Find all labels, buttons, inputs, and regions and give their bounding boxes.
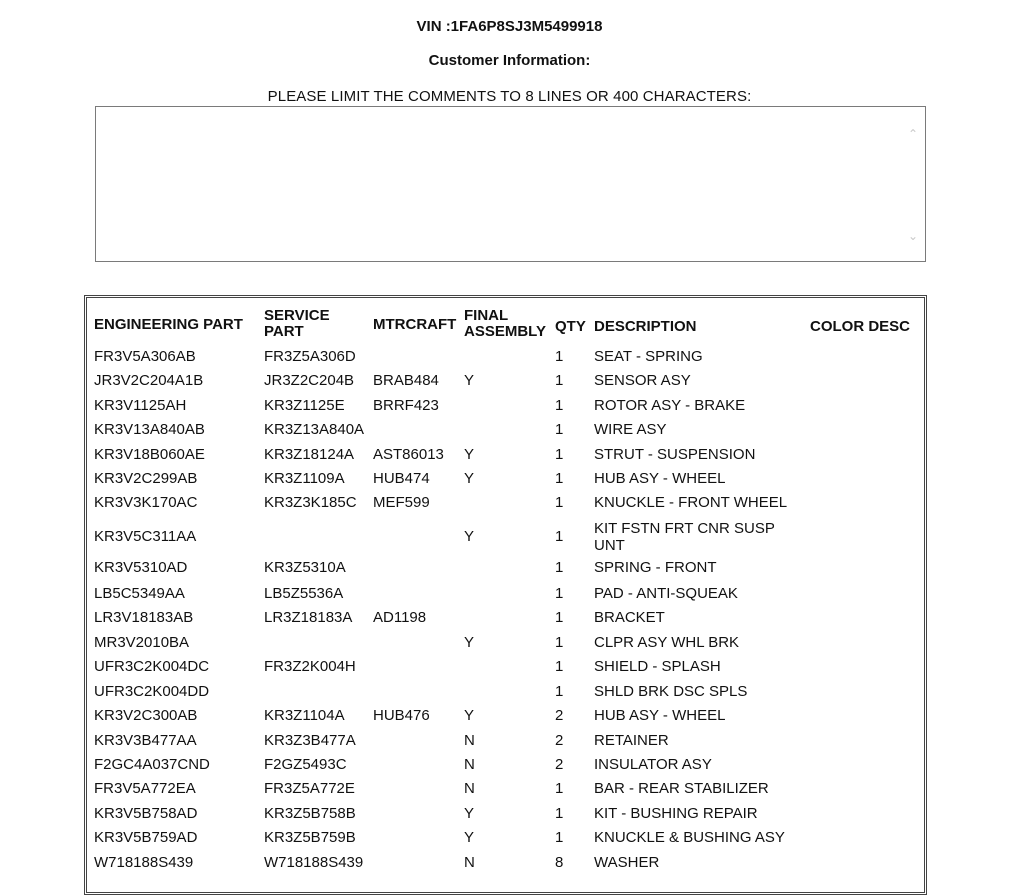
header-service-part-line2: PART bbox=[264, 323, 304, 340]
cell-mtrcraft: AST86013 bbox=[373, 446, 444, 463]
table-row bbox=[87, 559, 930, 583]
header-final-assembly-line2: ASSEMBLY bbox=[464, 323, 546, 340]
cell-qty: 1 bbox=[555, 372, 564, 389]
cell-engineering-part: JR3V2C204A1B bbox=[94, 372, 204, 389]
cell-service-part: FR3Z5A306D bbox=[264, 348, 356, 365]
cell-qty: 1 bbox=[555, 470, 564, 487]
cell-final-assembly: N bbox=[464, 756, 475, 773]
cell-qty: 1 bbox=[555, 421, 564, 438]
cell-description: KNUCKLE & BUSHING ASY bbox=[594, 829, 785, 846]
cell-service-part: KR3Z1104A bbox=[264, 707, 345, 724]
cell-mtrcraft: HUB474 bbox=[373, 470, 430, 487]
cell-qty: 1 bbox=[555, 805, 564, 822]
cell-qty: 1 bbox=[555, 609, 564, 626]
header-final-assembly-line1: FINAL bbox=[464, 307, 509, 324]
table-row bbox=[87, 707, 930, 731]
cell-final-assembly: Y bbox=[464, 707, 475, 724]
cell-qty: 1 bbox=[555, 780, 564, 797]
cell-engineering-part: KR3V2C299AB bbox=[94, 470, 198, 487]
cell-description: BAR - REAR STABILIZER bbox=[594, 780, 769, 797]
cell-description: KIT FSTN FRT CNR SUSP UNT bbox=[594, 520, 775, 554]
cell-description: ROTOR ASY - BRAKE bbox=[594, 397, 746, 414]
header-description: DESCRIPTION bbox=[594, 318, 697, 335]
cell-qty: 2 bbox=[555, 707, 564, 724]
cell-service-part: FR3Z2K004H bbox=[264, 658, 356, 675]
table-row bbox=[87, 780, 930, 804]
cell-final-assembly: N bbox=[464, 780, 475, 797]
table-row bbox=[87, 397, 930, 421]
cell-final-assembly: Y bbox=[464, 829, 475, 846]
cell-engineering-part: KR3V3B477AA bbox=[94, 732, 197, 749]
header-engineering-part: ENGINEERING PART bbox=[94, 316, 243, 333]
cell-service-part: KR3Z5B759B bbox=[264, 829, 356, 846]
cell-service-part: KR3Z3B477A bbox=[264, 732, 356, 749]
table-row bbox=[87, 585, 930, 609]
cell-engineering-part: KR3V18B060AE bbox=[94, 446, 205, 463]
cell-engineering-part: MR3V2010BA bbox=[94, 634, 190, 651]
cell-engineering-part: UFR3C2K004DD bbox=[94, 683, 210, 700]
cell-qty: 8 bbox=[555, 854, 564, 871]
cell-final-assembly: Y bbox=[464, 528, 475, 545]
cell-service-part: KR3Z1109A bbox=[264, 470, 345, 487]
cell-qty: 1 bbox=[555, 634, 564, 651]
comments-instruction: PLEASE LIMIT THE COMMENTS TO 8 LINES OR 400 CHARACTERS: bbox=[267, 88, 752, 105]
cell-description: RETAINER bbox=[594, 732, 669, 749]
comments-box[interactable] bbox=[95, 106, 926, 262]
cell-description: CLPR ASY WHL BRK bbox=[594, 634, 740, 651]
cell-mtrcraft: BRRF423 bbox=[373, 397, 439, 414]
header-mtrcraft: MTRCRAFT bbox=[373, 316, 457, 333]
header-service-part-line1: SERVICE bbox=[264, 307, 330, 324]
cell-final-assembly: Y bbox=[464, 470, 475, 487]
table-row bbox=[87, 609, 930, 633]
table-row bbox=[87, 446, 930, 470]
cell-engineering-part: KR3V5B758AD bbox=[94, 805, 198, 822]
cell-service-part: LR3Z18183A bbox=[264, 609, 353, 626]
cell-qty: 1 bbox=[555, 829, 564, 846]
cell-qty: 1 bbox=[555, 348, 564, 365]
cell-engineering-part: LB5C5349AA bbox=[94, 585, 185, 602]
cell-service-part: KR3Z13A840A bbox=[264, 421, 365, 438]
cell-description: KNUCKLE - FRONT WHEEL bbox=[594, 494, 788, 511]
cell-service-part: JR3Z2C204B bbox=[264, 372, 355, 389]
cell-description: SENSOR ASY bbox=[594, 372, 691, 389]
cell-qty: 2 bbox=[555, 732, 564, 749]
cell-qty: 1 bbox=[555, 683, 564, 700]
header-service-part bbox=[264, 308, 330, 340]
cell-description: WIRE ASY bbox=[594, 421, 667, 438]
cell-engineering-part: UFR3C2K004DC bbox=[94, 658, 210, 675]
cell-service-part: LB5Z5536A bbox=[264, 585, 344, 602]
cell-final-assembly: Y bbox=[464, 372, 475, 389]
chevron-down-icon[interactable]: ⌄ bbox=[907, 229, 919, 243]
cell-service-part: FR3Z5A772E bbox=[264, 780, 355, 797]
cell-qty: 1 bbox=[555, 585, 564, 602]
cell-description: SEAT - SPRING bbox=[594, 348, 703, 365]
cell-engineering-part: LR3V18183AB bbox=[94, 609, 194, 626]
cell-description: HUB ASY - WHEEL bbox=[594, 470, 726, 487]
cell-engineering-part: W718188S439 bbox=[94, 854, 194, 871]
cell-final-assembly: Y bbox=[464, 805, 475, 822]
cell-engineering-part: KR3V1125AH bbox=[94, 397, 187, 414]
cell-mtrcraft: BRAB484 bbox=[373, 372, 439, 389]
cell-engineering-part: FR3V5A772EA bbox=[94, 780, 196, 797]
cell-engineering-part: F2GC4A037CND bbox=[94, 756, 210, 773]
cell-qty: 1 bbox=[555, 658, 564, 675]
cell-engineering-part: KR3V2C300AB bbox=[94, 707, 198, 724]
cell-description: HUB ASY - WHEEL bbox=[594, 707, 726, 724]
table-row bbox=[87, 372, 930, 396]
comments-textarea[interactable] bbox=[96, 107, 925, 261]
table-row bbox=[87, 854, 930, 878]
cell-final-assembly: N bbox=[464, 732, 475, 749]
cell-qty: 1 bbox=[555, 559, 564, 576]
cell-engineering-part: KR3V5310AD bbox=[94, 559, 188, 576]
cell-final-assembly: Y bbox=[464, 634, 475, 651]
cell-service-part: F2GZ5493C bbox=[264, 756, 347, 773]
cell-engineering-part: KR3V3K170AC bbox=[94, 494, 198, 511]
cell-mtrcraft: HUB476 bbox=[373, 707, 430, 724]
cell-engineering-part: KR3V13A840AB bbox=[94, 421, 205, 438]
cell-engineering-part: KR3V5B759AD bbox=[94, 829, 198, 846]
vin-heading: VIN :1FA6P8SJ3M5499918 bbox=[416, 18, 603, 35]
table-row bbox=[87, 658, 930, 682]
table-row bbox=[87, 634, 930, 658]
cell-description: SPRING - FRONT bbox=[594, 559, 717, 576]
cell-service-part: KR3Z3K185C bbox=[264, 494, 357, 511]
cell-mtrcraft: AD1198 bbox=[373, 609, 427, 626]
cell-description: KIT - BUSHING REPAIR bbox=[594, 805, 758, 822]
parts-table bbox=[84, 295, 927, 895]
cell-description: STRUT - SUSPENSION bbox=[594, 446, 756, 463]
cell-qty: 1 bbox=[555, 397, 564, 414]
cell-mtrcraft: MEF599 bbox=[373, 494, 430, 511]
cell-service-part: KR3Z5B758B bbox=[264, 805, 356, 822]
cell-qty: 2 bbox=[555, 756, 564, 773]
cell-description: SHLD BRK DSC SPLS bbox=[594, 683, 748, 700]
cell-service-part: KR3Z5310A bbox=[264, 559, 346, 576]
cell-final-assembly: N bbox=[464, 854, 475, 871]
chevron-up-icon[interactable]: ⌃ bbox=[907, 127, 919, 141]
cell-description: BRACKET bbox=[594, 609, 665, 626]
cell-description: PAD - ANTI-SQUEAK bbox=[594, 585, 738, 602]
cell-service-part: W718188S439 bbox=[264, 854, 364, 871]
table-row bbox=[87, 520, 930, 554]
cell-final-assembly: Y bbox=[464, 446, 475, 463]
cell-engineering-part: FR3V5A306AB bbox=[94, 348, 196, 365]
table-row bbox=[87, 829, 930, 853]
cell-qty: 1 bbox=[555, 494, 564, 511]
cell-description: INSULATOR ASY bbox=[594, 756, 712, 773]
header-qty: QTY bbox=[555, 318, 586, 335]
customer-information-heading: Customer Information: bbox=[428, 52, 591, 69]
cell-description: SHIELD - SPLASH bbox=[594, 658, 721, 675]
table-row bbox=[87, 348, 930, 372]
cell-qty: 1 bbox=[555, 446, 564, 463]
header-color-desc: COLOR DESC bbox=[810, 318, 911, 335]
table-row bbox=[87, 494, 930, 518]
cell-engineering-part: KR3V5C311AA bbox=[94, 528, 197, 545]
table-row bbox=[87, 732, 930, 756]
cell-service-part: KR3Z18124A bbox=[264, 446, 355, 463]
header-final-assembly bbox=[464, 308, 546, 340]
table-row bbox=[87, 683, 930, 707]
table-row bbox=[87, 470, 930, 494]
cell-service-part: KR3Z1125E bbox=[264, 397, 345, 414]
table-row bbox=[87, 805, 930, 829]
table-row bbox=[87, 756, 930, 780]
table-row bbox=[87, 421, 930, 445]
cell-description: WASHER bbox=[594, 854, 660, 871]
cell-qty: 1 bbox=[555, 528, 564, 545]
